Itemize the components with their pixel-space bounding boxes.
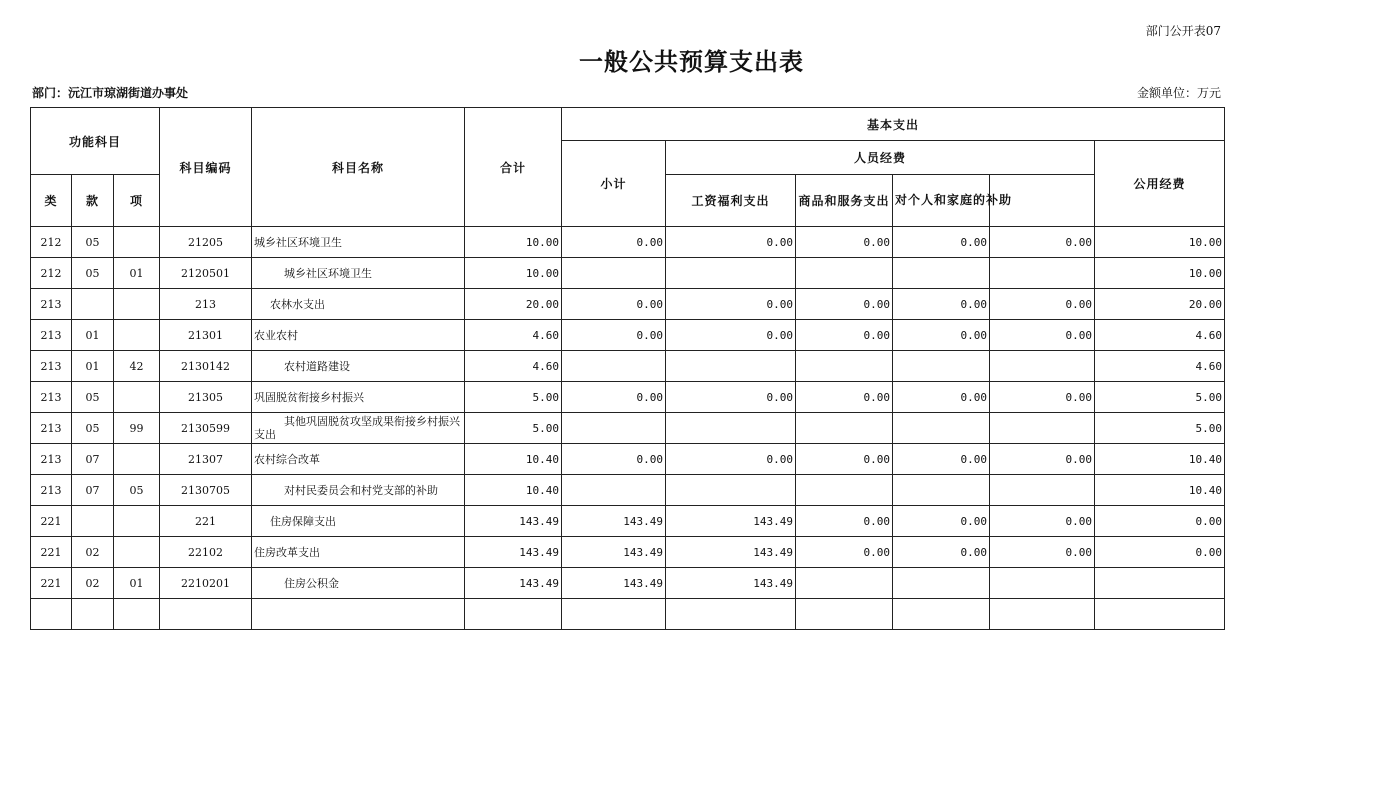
cell-public: 0.00 [990, 289, 1095, 320]
cell-goods [796, 568, 893, 599]
cell-code: 21205 [160, 227, 252, 258]
cell-public [990, 258, 1095, 289]
cell-project: 5.00 [1095, 413, 1225, 444]
table-row [31, 258, 1225, 289]
cell-code: 2130142 [160, 351, 252, 382]
table-row [31, 382, 1225, 413]
cell-wages [666, 599, 796, 630]
header-func-subject: 功能科目 [31, 108, 160, 175]
cell-subsidy [893, 413, 990, 444]
cell-project: 4.60 [1095, 320, 1225, 351]
cell-goods: 0.00 [796, 227, 893, 258]
cell-subsidy [893, 599, 990, 630]
cell-subtotal: 143.49 [562, 537, 666, 568]
cell-lei: 213 [31, 475, 72, 506]
cell-code: 21301 [160, 320, 252, 351]
cell-name: 住房保障支出 [252, 506, 465, 537]
cell-goods [796, 413, 893, 444]
cell-public: 0.00 [990, 320, 1095, 351]
cell-project [1095, 599, 1225, 630]
cell-public: 0.00 [990, 382, 1095, 413]
cell-public: 0.00 [990, 227, 1095, 258]
cell-lei: 212 [31, 258, 72, 289]
cell-kuan: 05 [72, 227, 114, 258]
cell-project: 0.00 [1095, 537, 1225, 568]
cell-subsidy [893, 351, 990, 382]
cell-kuan: 01 [72, 320, 114, 351]
page-title: 一般公共预算支出表 [579, 47, 804, 76]
cell-wages: 143.49 [666, 537, 796, 568]
cell-total: 4.60 [465, 351, 562, 382]
cell-total: 10.40 [465, 444, 562, 475]
cell-project: 10.00 [1095, 227, 1225, 258]
cell-goods: 0.00 [796, 537, 893, 568]
cell-kuan: 07 [72, 475, 114, 506]
cell-code: 2130705 [160, 475, 252, 506]
cell-total: 143.49 [465, 537, 562, 568]
cell-public [990, 351, 1095, 382]
cell-name: 农村综合改革 [252, 444, 465, 475]
cell-lei: 213 [31, 289, 72, 320]
cell-goods [796, 351, 893, 382]
cell-total: 143.49 [465, 568, 562, 599]
cell-subtotal [562, 413, 666, 444]
header-xiang: 项 [114, 175, 160, 227]
cell-xiang: 01 [114, 568, 160, 599]
cell-code: 2120501 [160, 258, 252, 289]
cell-kuan: 05 [72, 382, 114, 413]
cell-project: 10.40 [1095, 444, 1225, 475]
cell-xiang [114, 227, 160, 258]
cell-code: 22102 [160, 537, 252, 568]
cell-lei: 213 [31, 413, 72, 444]
cell-public: 0.00 [990, 537, 1095, 568]
cell-wages [666, 351, 796, 382]
cell-wages: 0.00 [666, 444, 796, 475]
expenditure-table [30, 107, 1225, 630]
table-row [31, 351, 1225, 382]
cell-code: 21307 [160, 444, 252, 475]
cell-code: 21305 [160, 382, 252, 413]
cell-name: 城乡社区环境卫生 [252, 227, 465, 258]
table-number: 部门公开表07 [1145, 24, 1221, 38]
header-subtotal: 小计 [562, 141, 666, 227]
cell-total: 10.40 [465, 475, 562, 506]
cell-public [990, 475, 1095, 506]
cell-total: 4.60 [465, 320, 562, 351]
cell-xiang: 42 [114, 351, 160, 382]
cell-xiang [114, 320, 160, 351]
cell-lei: 221 [31, 537, 72, 568]
cell-subsidy: 0.00 [893, 320, 990, 351]
cell-kuan [72, 506, 114, 537]
cell-public: 0.00 [990, 444, 1095, 475]
cell-subsidy: 0.00 [893, 537, 990, 568]
cell-wages [666, 475, 796, 506]
table-row [31, 444, 1225, 475]
cell-wages: 0.00 [666, 382, 796, 413]
cell-subtotal: 143.49 [562, 568, 666, 599]
cell-subsidy: 0.00 [893, 506, 990, 537]
cell-lei: 213 [31, 320, 72, 351]
cell-wages: 0.00 [666, 227, 796, 258]
header-code: 科目编码 [160, 108, 252, 227]
cell-goods: 0.00 [796, 506, 893, 537]
cell-wages: 143.49 [666, 506, 796, 537]
cell-subtotal [562, 599, 666, 630]
cell-xiang: 01 [114, 258, 160, 289]
table-row [31, 320, 1225, 351]
cell-goods: 0.00 [796, 444, 893, 475]
unit-label: 金额单位：万元 [1136, 86, 1221, 100]
cell-subsidy [893, 568, 990, 599]
cell-code [160, 599, 252, 630]
cell-goods: 0.00 [796, 382, 893, 413]
cell-xiang: 99 [114, 413, 160, 444]
cell-kuan: 05 [72, 258, 114, 289]
cell-xiang: 05 [114, 475, 160, 506]
header-personnel: 人员经费 [666, 141, 1095, 175]
cell-subtotal [562, 258, 666, 289]
cell-lei: 213 [31, 351, 72, 382]
cell-name: 农村道路建设 [252, 351, 465, 382]
cell-subtotal: 0.00 [562, 320, 666, 351]
cell-kuan: 05 [72, 413, 114, 444]
cell-project: 10.40 [1095, 475, 1225, 506]
cell-xiang [114, 537, 160, 568]
cell-name: 农林水支出 [252, 289, 465, 320]
cell-total: 10.00 [465, 258, 562, 289]
table-row [31, 475, 1225, 506]
cell-goods [796, 258, 893, 289]
cell-kuan: 02 [72, 568, 114, 599]
cell-name: 住房改革支出 [252, 537, 465, 568]
cell-goods: 0.00 [796, 320, 893, 351]
cell-lei [31, 599, 72, 630]
cell-public [990, 599, 1095, 630]
header-wages: 工资福利支出 [666, 175, 796, 227]
cell-wages: 0.00 [666, 289, 796, 320]
header-basic: 基本支出 [562, 108, 1225, 141]
header-lei: 类 [31, 175, 72, 227]
cell-wages: 143.49 [666, 568, 796, 599]
table-row [31, 599, 1225, 630]
cell-kuan: 02 [72, 537, 114, 568]
cell-xiang [114, 289, 160, 320]
cell-kuan [72, 599, 114, 630]
cell-code: 221 [160, 506, 252, 537]
cell-subtotal: 143.49 [562, 506, 666, 537]
cell-name: 巩固脱贫衔接乡村振兴 [252, 382, 465, 413]
cell-code: 2210201 [160, 568, 252, 599]
cell-lei: 213 [31, 444, 72, 475]
cell-subtotal [562, 475, 666, 506]
cell-total: 5.00 [465, 413, 562, 444]
cell-goods: 0.00 [796, 289, 893, 320]
header-subsidy: 对个人和家庭的补助 [893, 175, 990, 227]
cell-subtotal: 0.00 [562, 444, 666, 475]
cell-total: 143.49 [465, 506, 562, 537]
cell-total: 20.00 [465, 289, 562, 320]
cell-wages [666, 413, 796, 444]
cell-project [1095, 568, 1225, 599]
header-goods: 商品和服务支出 [796, 175, 893, 227]
cell-name: 其他巩固脱贫攻坚成果衔接乡村振兴支出 [252, 413, 465, 444]
cell-name: 对村民委员会和村党支部的补助 [252, 475, 465, 506]
header-kuan: 款 [72, 175, 114, 227]
cell-subtotal: 0.00 [562, 382, 666, 413]
cell-public [990, 413, 1095, 444]
cell-name: 城乡社区环境卫生 [252, 258, 465, 289]
cell-xiang [114, 599, 160, 630]
table-row [31, 413, 1225, 444]
cell-public: 0.00 [990, 506, 1095, 537]
table-row [31, 506, 1225, 537]
cell-code: 213 [160, 289, 252, 320]
cell-subsidy: 0.00 [893, 289, 990, 320]
cell-goods [796, 599, 893, 630]
cell-xiang [114, 382, 160, 413]
cell-total [465, 599, 562, 630]
table-row [31, 568, 1225, 599]
cell-subtotal: 0.00 [562, 289, 666, 320]
cell-subsidy: 0.00 [893, 227, 990, 258]
table-row [31, 227, 1225, 258]
cell-name [252, 599, 465, 630]
cell-wages [666, 258, 796, 289]
cell-code: 2130599 [160, 413, 252, 444]
table-row [31, 537, 1225, 568]
cell-lei: 221 [31, 568, 72, 599]
cell-project: 4.60 [1095, 351, 1225, 382]
cell-total: 10.00 [465, 227, 562, 258]
cell-total: 5.00 [465, 382, 562, 413]
cell-project: 5.00 [1095, 382, 1225, 413]
cell-project: 20.00 [1095, 289, 1225, 320]
cell-subtotal [562, 351, 666, 382]
cell-kuan: 01 [72, 351, 114, 382]
cell-public [990, 568, 1095, 599]
header-name: 科目名称 [252, 108, 465, 227]
cell-subtotal: 0.00 [562, 227, 666, 258]
cell-name: 农业农村 [252, 320, 465, 351]
cell-subsidy [893, 475, 990, 506]
cell-lei: 213 [31, 382, 72, 413]
cell-lei: 221 [31, 506, 72, 537]
department-label: 部门：沅江市琼湖街道办事处 [32, 86, 189, 100]
table-row [31, 289, 1225, 320]
cell-subsidy: 0.00 [893, 444, 990, 475]
cell-kuan: 07 [72, 444, 114, 475]
cell-subsidy [893, 258, 990, 289]
cell-project: 10.00 [1095, 258, 1225, 289]
cell-name: 住房公积金 [252, 568, 465, 599]
cell-xiang [114, 506, 160, 537]
cell-subsidy: 0.00 [893, 382, 990, 413]
cell-lei: 212 [31, 227, 72, 258]
header-total: 合计 [465, 108, 562, 227]
cell-goods [796, 475, 893, 506]
cell-wages: 0.00 [666, 320, 796, 351]
header-public: 公用经费 [1095, 141, 1225, 227]
cell-kuan [72, 289, 114, 320]
cell-project: 0.00 [1095, 506, 1225, 537]
cell-xiang [114, 444, 160, 475]
